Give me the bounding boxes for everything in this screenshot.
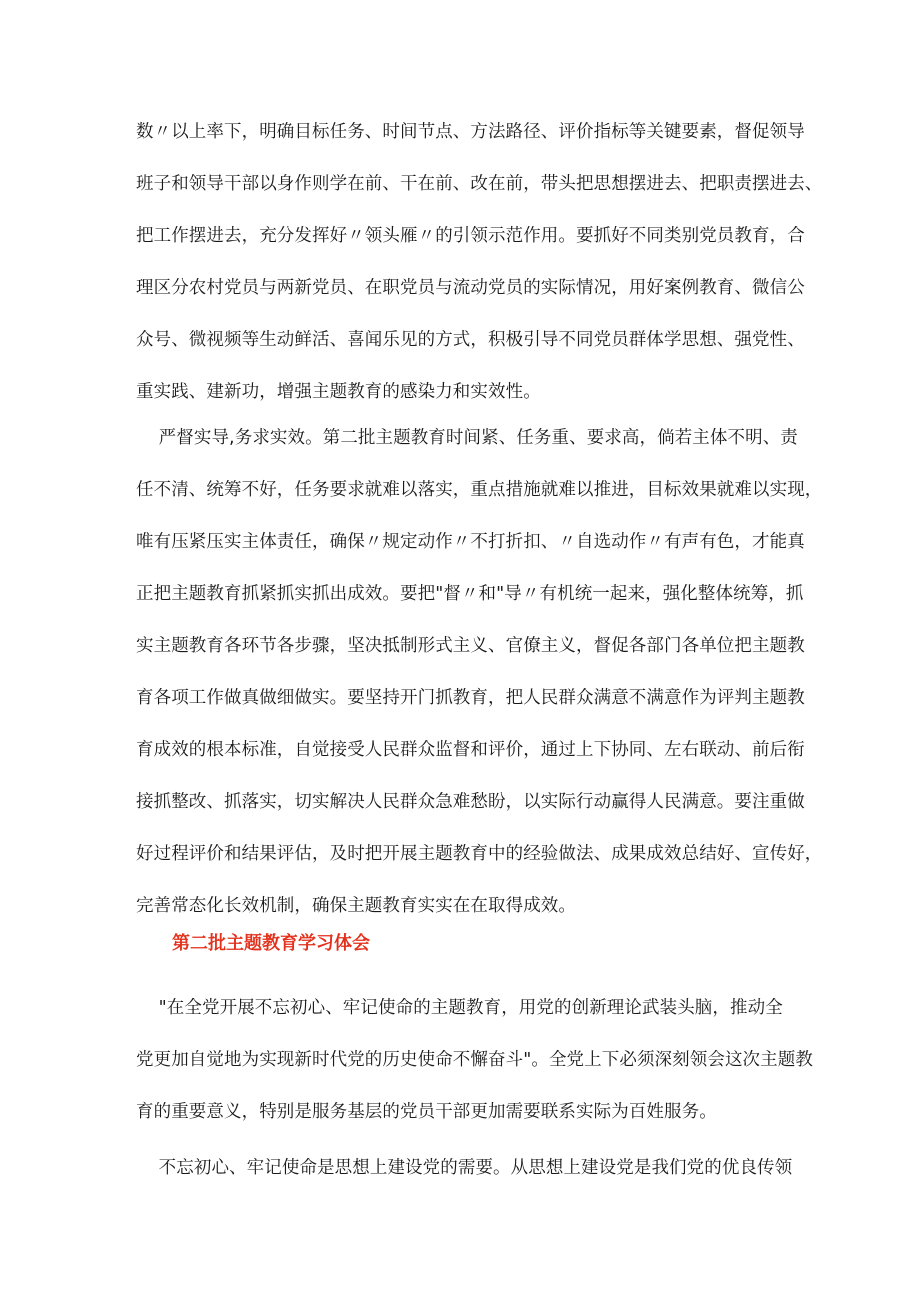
paragraph-line: 把工作摆进去，充分发挥好〃领头雁〃的引领示范作用。要抓好不同类别党员教育，合 (136, 226, 805, 246)
paragraph-line: "在全党开展不忘初心、牢记使命的主题教育，用党的创新理论武装头脑，推动全 (136, 998, 783, 1018)
paragraph-2 (136, 412, 823, 932)
paragraph-line: 众号、微视频等生动鲜活、喜闻乐见的方式，积极引导不同党员群体学思想、强党性、 (136, 330, 805, 350)
paragraph-4 (136, 1142, 800, 1194)
paragraph-line: 完善常态化长效机制，确保主题教育实实在在取得成效。 (136, 896, 576, 916)
paragraph-1 (136, 106, 823, 418)
paragraph-line: 正把主题教育抓紧抓实抓出成效。要把"督〃和"导〃有机统一起来，强化整体统筹，抓 (136, 584, 804, 604)
paragraph-line: 好过程评价和结果评估，及时把开展主题教育中的经验做法、成果成效总结好、宣传好， (136, 844, 823, 864)
paragraph-line: 党更加自觉地为实现新时代党的历史使命不懈奋斗"。全党上下必须深刻领会这次主题教 (136, 1050, 813, 1070)
paragraph-line: 育各项工作做真做细做实。要坚持开门抓教育，把人民群众满意不满意作为评判主题教 (136, 688, 805, 708)
paragraph-line: 不忘初心、牢记使命是思想上建设党的需要。从思想上建设党是我们党的优良传领 (136, 1158, 793, 1178)
section-heading: 第二批主题教育学习体会 (172, 933, 370, 954)
paragraph-line: 重实践、建新功，增强主题教育的感染力和实效性。 (136, 382, 541, 402)
paragraph-line: 育的重要意义，特别是服务基层的党员干部更加需要联系实际为百姓服务。 (136, 1102, 717, 1122)
paragraph-line: 严督实导,务求实效。第二批主题教育时间紧、任务重、要求高，倘若主体不明、责 (136, 428, 798, 448)
paragraph-line: 实主题教育各环节各步骤，坚决抵制形式主义、官僚主义，督促各部门各单位把主题教 (136, 636, 805, 656)
paragraph-line: 育成效的根本标准，自觉接受人民群众监督和评价，通过上下协同、左右联动、前后衔 (136, 740, 805, 760)
paragraph-line: 接抓整改、抓落实，切实解决人民群众急难愁盼，以实际行动赢得人民满意。要注重做 (136, 792, 805, 812)
paragraph-line: 唯有压紧压实主体责任，确保〃规定动作〃不打折扣、〃自选动作〃有声有色，才能真 (136, 532, 805, 552)
paragraph-line: 任不清、统筹不好，任务要求就难以落实，重点措施就难以推进，目标效果就难以实现， (136, 480, 823, 500)
paragraph-line: 数〃以上率下，明确目标任务、时间节点、方法路径、评价指标等关键要素，督促领导 (136, 122, 805, 142)
paragraph-line: 理区分农村党员与两新党员、在职党员与流动党员的实际情况，用好案例教育、微信公 (136, 278, 805, 298)
paragraph-line: 班子和领导干部以身作则学在前、干在前、改在前，带头把思想摆进去、把职责摆进去、 (136, 174, 823, 194)
paragraph-3 (136, 982, 813, 1138)
